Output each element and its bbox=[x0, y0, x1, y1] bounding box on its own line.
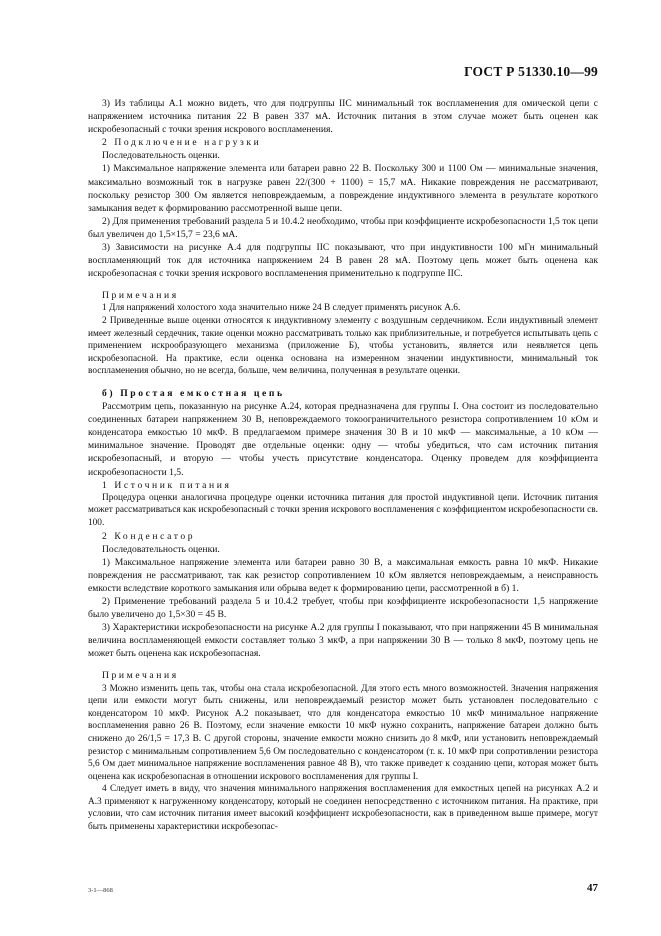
print-code: 3-1—868 bbox=[88, 887, 113, 894]
note: 1 Для напряжений холостого хода значительно ниже 24 В следует применять рисунок А.6. bbox=[102, 303, 461, 314]
paragraph: 3) Зависимости на рисунке А.4 для подгруппы IIC показывают, что при индуктивности 100 мГн минимальный воспламеняющий ток для источника напряжением 24 В равен 28 мА. Поэтому цепь может быть оценена как искробезопасная с точки зрения искрового воспламенения применительно к подгруппе IIC. bbox=[88, 242, 598, 280]
paragraph: 3) Характеристики искробезопасности на рисунке А.2 для группы I показывают, что при напряжении 45 В минимальная величина воспламеняющей емкости составляет только 3 мкФ, а при напряжении 30 В — только 8 мкФ, поэтому цепь не может быть оценена как искробезопасная. bbox=[88, 622, 598, 660]
paragraph: Последовательность оценки. bbox=[102, 543, 220, 555]
paragraph: Последовательность оценки. bbox=[102, 150, 220, 162]
subsection-heading: 2 Подключение нагрузки bbox=[102, 137, 262, 149]
subsection-heading: 2 Конденсатор bbox=[102, 530, 196, 542]
subsection-heading: 1 Источник питания bbox=[102, 479, 232, 491]
page-body bbox=[88, 97, 598, 834]
paragraph: Рассмотрим цепь, показанную на рисунке А.24, которая предназначена для группы I. Она состоит из последовательно соединенных батареи напряжением 30 В, неповреждаемого токоограничительного резистора сопротивлением 10 кОм и конденсатора емкостью 10 мкФ. В предлагаемом примере значения 30 В и 10 мкФ — максимальные, а 10 кОм — минимальное значение. Проводят две отдельные оценки: одну — чтобы убедиться, что сам источник питания искробезопасный, и вторую — чтобы учесть присутствие конденсатора. Оценку проведем для коэффициента искробезопасности 1,5. bbox=[88, 401, 598, 478]
paragraph: Процедура оценки аналогична процедуре оценки источника питания для простой индуктивной цепи. Источник питания может рассматриваться как искробезопасный с точки зрения искрового воспламенения с коэффициентом искробезопасности св. 100. bbox=[88, 492, 598, 528]
paragraph: 1) Максимальное напряжение элемента или батареи равно 22 В. Поскольку 300 и 1100 Ом — минимальные значения, максимально возможный ток в нагрузке равен 22/(300 + 1100) = 15,7 мА. Никакие повреждения не рассматривают, поскольку резистор 300 Ом является неповреждаемым, а повреждение индуктивного элемента в результате короткого замыкания ведет к формированию рассмотренной выше цепи. bbox=[88, 163, 598, 214]
paragraph: 2) Для применения требований раздела 5 и 10.4.2 необходимо, чтобы при коэффициенте искробезопасности 1,5 ток цепи был увеличен до 1,5×15,7 = 23,6 мА. bbox=[88, 215, 598, 240]
section-heading: б) Простая емкостная цепь bbox=[102, 387, 285, 399]
note: 2 Приведенные выше оценки относятся к индуктивному элементу с воздушным сердечником. Если индуктивный элемент имеет железный сердечник, такие оценки можно рассматривать только как приблизительные, и потребуется испытывать цепь с применением искрообразующего механизма (приложение Б), чтобы установить, является или неявляется цепь искробезопасной. На практике, если оценка основана на измеренном значении индуктивности, минимальный ток воспламенения обычно, но не всегда, больше, чем величина, полученная в результате оценки. bbox=[88, 316, 598, 377]
document-header: ГОСТ Р 51330.10—99 bbox=[464, 64, 598, 79]
paragraph: 2) Применение требований раздела 5 и 10.4.2 требует, чтобы при коэффициенте искробезопасности 1,5 напряжение было увеличено до 1,5×30 = 45 В. bbox=[88, 595, 598, 621]
paragraph: 1) Максимальное напряжение элемента или батареи равно 30 В, а максимальная емкость равна 10 мкФ. Никакие повреждения не рассматривают, так как резистор сопротивлением 10 кОм является неповреждаемым, а неисправность емкости вследствие короткого замыкания или обрыва ведет к формированию цепи, рассмотренной в б) 1. bbox=[88, 556, 598, 594]
note: 3 Можно изменить цепь так, чтобы она стала искробезопасной. Для этого есть много возможностей. Значения напряжения цепи или емкости могут быть снижены, или неповреждаемый резистор может быть установлен последовательно с конденсатором 10 мкФ. Рисунок А.2 показывает, что для конденсатора емкостью 10 мкФ минимальное напряжение воспламенения равно 26 В. Поэтому, если значение емкости 10 мкФ нужно сохранить, напряжение батареи должно быть снижено до 26/1,5 = 17,3 В. С другой стороны, значение емкости можно снизить до 8 мкФ, или установить неповреждаемый резистор с минимальным сопротивлением 5,6 Ом последовательно с конденсатором (т. к. 10 мкФ при сопротивлении резистора 5,6 Ом дает минимальное напряжение воспламенения равное 48 В), что также приведет к созданию цепи, которая может быть оценена как искробезопасная в отношении искрового воспламенения для группы I. bbox=[88, 683, 598, 782]
paragraph: 3) Из таблицы А.1 можно видеть, что для подгруппы IIC минимальный ток воспламенения для омической цепи с напряжением источника питания 22 В равен 337 мА. Источник питания в этом случае может быть оценен как искробезопасный с точки зрения искрового воспламенения. bbox=[88, 98, 598, 136]
notes-heading: Примечания bbox=[102, 290, 179, 302]
note: 4 Следует иметь в виду, что значения минимального напряжения воспламенения для емкостных цепей на рисунках А.2 и А.3 применяют к нагруженному конденсатору, который не соединен непосредственно с источником питания. На практике, при условии, что сам источник питания имеет высокий коэффициент искробезопасности, как в приведенном выше примере, могут быть применены характеристики искробезопас- bbox=[88, 784, 598, 833]
notes-heading: Примечания bbox=[102, 670, 179, 682]
page-number: 47 bbox=[587, 882, 598, 894]
